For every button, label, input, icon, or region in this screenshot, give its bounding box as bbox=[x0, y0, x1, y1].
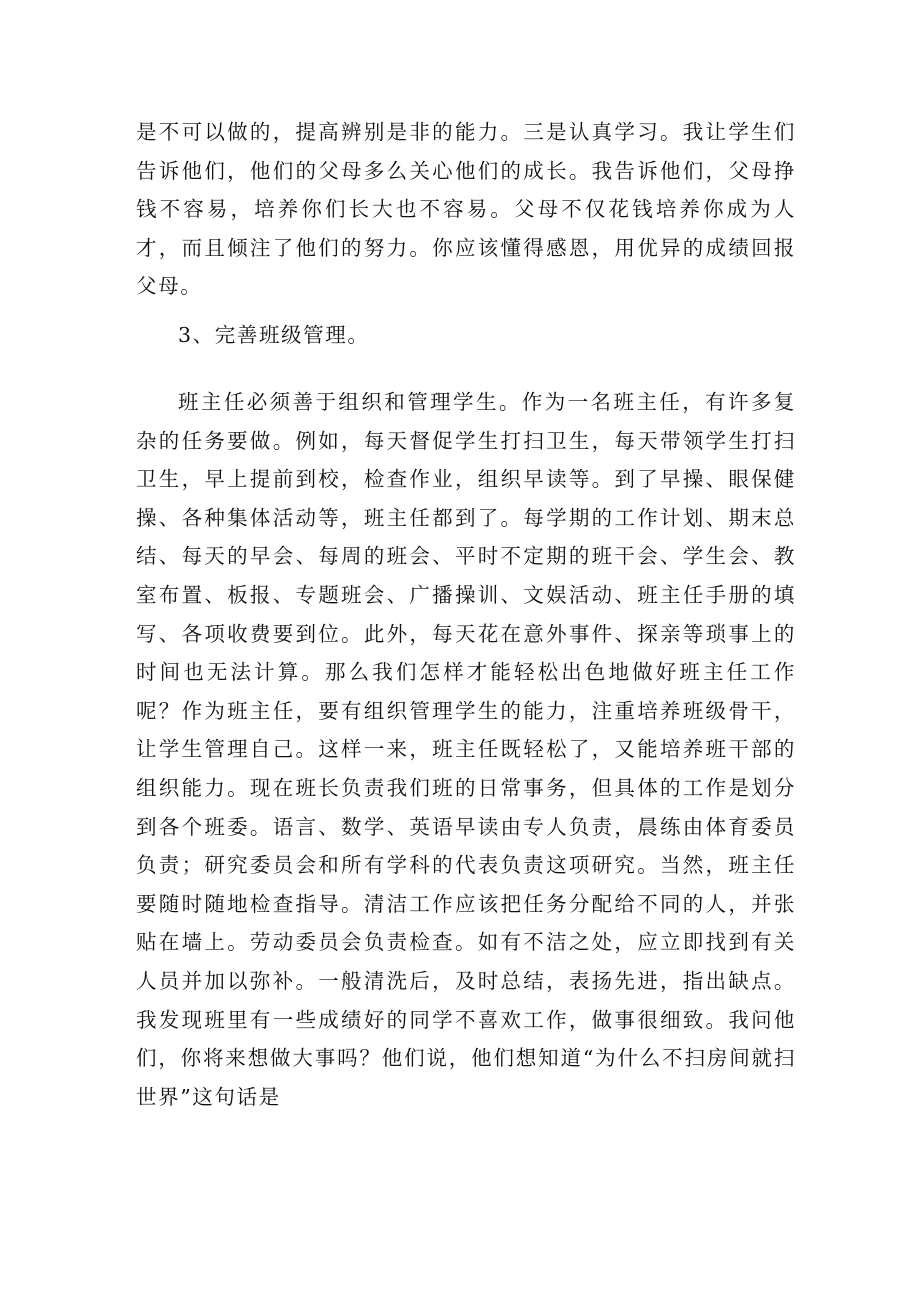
paragraph-class-management: 班主任必须善于组织和管理学生。作为一名班主任，有许多复杂的任务要做。例如，每天督促学生打扫卫生，每天带领学生打扫卫生，早上提前到校，检查作业，组织早读等。到了早操、眼保健操、各种集体活动等，班主任都到了。每学期的工作计划、期末总结、每天的早会、每周的班会、平时不定期的班干会、学生会、教室布置、板报、专题班会、广播操训、文娱活动、班主任手册的填写、各项收费要到位。此外，每天花在意外事件、探亲等琐事上的时间也无法计算。那么我们怎样才能轻松出色地做好班主任工作呢？作为班主任，要有组织管理学生的能力，注重培养班级骨干，让学生管理自己。这样一来，班主任既轻松了，又能培养班干部的组织能力。现在班长负责我们班的日常事务，但具体的工作是划分到各个班委。语言、数学、英语早读由专人负责，晨练由体育委员负责；研究委员会和所有学科的代表负责这项研究。当然，班主任要随时随地检查指导。清洁工作应该把任务分配给不同的人，并张贴在墙上。劳动委员会负责检查。如有不洁之处，应立即找到有关人员并加以弥补。一般清洗后，及时总结，表扬先进，指出缺点。我发现班里有一些成绩好的同学不喜欢工作，做事很细致。我问他们，你将来想做大事吗？他们说，他们想知道“为什么不扫房间就扫世界”这句话是 bbox=[136, 390, 796, 1109]
paragraph-continuation: 是不可以做的，提高辨别是非的能力。三是认真学习。我让学生们告诉他们，他们的父母多么关心他们的成长。我告诉他们，父母挣钱不容易，培养你们长大也不容易。父母不仅花钱培养你成为人才，而且倾注了他们的努力。你应该懂得感恩，用优异的成绩回报父母。 bbox=[136, 120, 796, 299]
section-heading: 3、完善班级管理。 bbox=[178, 323, 370, 347]
